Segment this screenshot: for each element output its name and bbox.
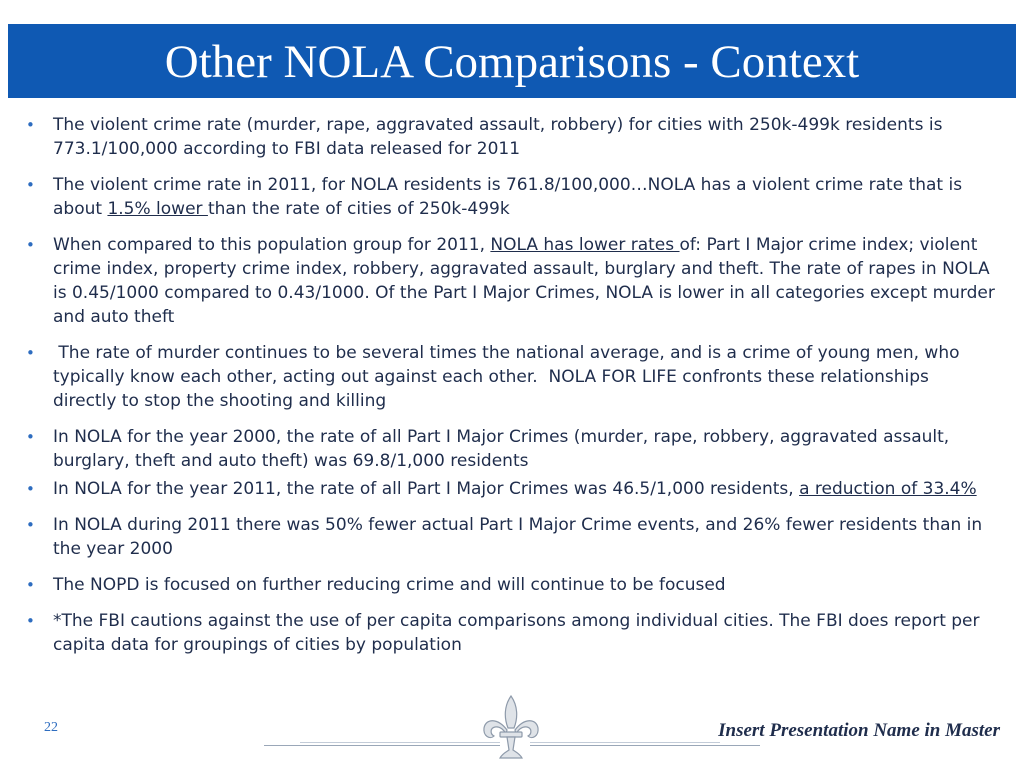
page-number: 22 (44, 720, 58, 735)
title-bar (8, 24, 1016, 98)
bullet-text: In NOLA for the year 2000, the rate of all Part I Major Crimes (murder, rape, robbery, aggravated assault, burglary, theft and auto theft) was 69.8/1,000 residents (53, 427, 950, 471)
bullet-icon: • (26, 428, 35, 446)
bullet-item (26, 341, 996, 413)
fleur-de-lis-icon (480, 694, 542, 760)
footer-divider-left (264, 745, 500, 746)
bullet-icon: • (26, 176, 35, 194)
bullet-item (26, 113, 996, 161)
bullet-icon: • (26, 236, 35, 254)
bullet-icon: • (26, 116, 35, 134)
bullet-text: In NOLA for the year 2011, the rate of all Part I Major Crimes was 46.5/1,000 residents, (53, 479, 800, 499)
bullet-icon: • (26, 576, 35, 594)
bullet-icon: • (26, 480, 35, 498)
bullet-item (26, 173, 996, 221)
bullet-item (26, 477, 996, 501)
underlined-link[interactable]: NOLA has lower rates (490, 235, 680, 255)
bullet-item (26, 513, 996, 561)
slide-title: Other NOLA Comparisons - Context (164, 36, 860, 88)
bullet-text: The NOPD is focused on further reducing crime and will continue to be focused (53, 575, 726, 595)
bullet-text: *The FBI cautions against the use of per capita comparisons among individual cities. The FBI does report per capita data for groupings of cities by population (53, 611, 980, 655)
bullet-text: than the rate of cities of 250k-499k (207, 199, 510, 219)
bullet-icon: • (26, 516, 35, 534)
footer-divider-right (530, 745, 760, 746)
footer-divider-right-inner (530, 742, 720, 743)
bullet-text: of: Part I Major crime index; violent crime index, property crime index, robbery, aggravated assault, burglary and theft. The rate of rapes in NOLA is 0.45/1000 compared to 0.43/1000. Of the Part I Major Crimes, NOLA is lower in all categories except murder and auto theft (53, 235, 995, 327)
underlined-link[interactable]: 1.5% lower (107, 199, 208, 219)
bullet-text: The violent crime rate (murder, rape, aggravated assault, robbery) for cities with 250k-499k residents is 773.1/100,000 according to FBI data released for 2011 (53, 115, 943, 159)
footer-divider-left-inner (300, 742, 500, 743)
bullet-item (26, 609, 996, 657)
bullet-icon: • (26, 612, 35, 630)
bullet-text: The rate of murder continues to be several times the national average, and is a crime of young men, who typically know each other, acting out against each other. NOLA FOR LIFE confronts these relationships directly to stop the shooting and killing (53, 343, 965, 411)
bullet-item (26, 233, 996, 329)
bullet-item (26, 573, 996, 597)
bullet-item (26, 425, 996, 473)
bullet-text: The violent crime rate in 2011, for NOLA residents is 761.8/100,000…NOLA has a violent crime rate that is about (53, 175, 963, 219)
bullet-icon: • (26, 344, 35, 362)
bullet-list (26, 113, 996, 657)
underlined-link[interactable]: a reduction of 33.4% (799, 479, 977, 499)
bullet-text: When compared to this population group for 2011, (53, 235, 491, 255)
bullet-text: In NOLA during 2011 there was 50% fewer actual Part I Major Crime events, and 26% fewer residents than in the year 2000 (53, 515, 983, 559)
presentation-name: Insert Presentation Name in Master (718, 720, 1000, 741)
